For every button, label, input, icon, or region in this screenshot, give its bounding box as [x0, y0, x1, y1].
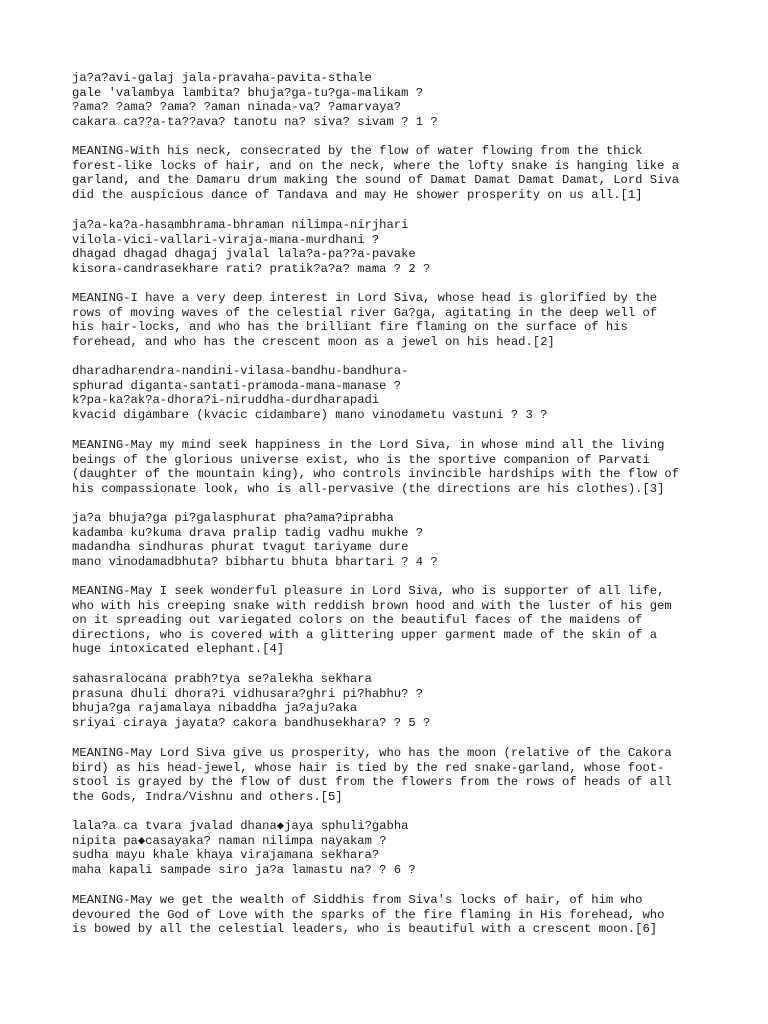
meaning-line: huge intoxicated elephant.[4] [72, 642, 285, 656]
verse-4 [72, 511, 438, 569]
meaning-line: the Gods, Indra/Vishnu and others.[5] [72, 789, 343, 804]
verse-line: kadamba ku?kuma drava pralip tadig vadhu mukhe ? [72, 525, 424, 540]
verse-line: dhagad dhagad dhagaj jvalal lala?a-pa??a-pavake [72, 247, 416, 261]
meaning-line: MEANING-I have a very deep interest in Lord Siva, whose head is glorified by the [72, 291, 658, 305]
meaning-5 [72, 746, 672, 804]
verse-line: sphurad diganta-santati-pramoda-mana-manase ? [72, 378, 402, 393]
verse-line: k?pa-ka?ak?a-dhora?i-niruddha-durdharapadi [72, 393, 380, 407]
meaning-line: forehead, and who has the crescent moon as a jewel on his head.[2] [72, 334, 555, 349]
verse-line: maha kapali sampade siro ja?a lamastu na? ? 6 ? [72, 862, 416, 877]
meaning-4 [72, 584, 672, 657]
verse-line: ja?a-ka?a-hasambhrama-bhraman nilimpa-nirjhari [72, 218, 409, 232]
verse-3 [72, 364, 547, 422]
verse-line: madandha sindhuras phurat tvagut tariyame dure [72, 540, 409, 554]
meaning-line: beings of the glorious universe exist, who is the sportive companion of Parvati [72, 452, 650, 467]
meaning-line: MEANING-May we get the wealth of Siddhis from Siva's locks of hair, of him who [72, 893, 643, 907]
verse-line: sudha mayu khale khaya virajamana sekhara? [72, 848, 380, 862]
verse-line: bhuja?ga rajamalaya nibaddha ja?aju?aka [72, 701, 358, 715]
verse-line: dharadharendra-nandini-vilasa-bandhu-bandhura- [72, 364, 409, 378]
meaning-line: forest-like locks of hair, and on the neck, where the lofty snake is hanging like a [72, 158, 680, 173]
verse-6 [72, 819, 416, 877]
meaning-line: did the auspicious dance of Tandava and may He shower prosperity on us all.[1] [72, 187, 643, 202]
meaning-line: MEANING-May my mind seek happiness in the Lord Siva, in whose mind all the living [72, 438, 665, 452]
meaning-line: rows of moving waves of the celestial river Ga?ga, agitating in the deep well of [72, 305, 658, 320]
meaning-2 [72, 291, 657, 349]
verse-line: sahasralocana prabh?tya se?alekha sekhara [72, 672, 372, 686]
meaning-line: (daughter of the mountain king), who controls invincible hardships with the flow of [72, 467, 680, 481]
verse-2 [72, 218, 430, 276]
meaning-6 [72, 893, 664, 937]
verse-line: ja?a?avi-galaj jala-pravaha-pavita-sthale [72, 71, 372, 85]
verse-line: kvacid digambare (kvacic cidambare) mano vinodametu vastuni ? 3 ? [72, 407, 548, 422]
verse-line: ja?a bhuja?ga pi?galasphurat pha?ama?iprabha [72, 511, 394, 525]
verse-1 [72, 71, 438, 129]
verse-line: kisora-candrasekhare rati? pratik?a?a? mama ? 2 ? [72, 261, 431, 276]
meaning-line: MEANING-May Lord Siva give us prosperity, who has the moon (relative of the Cakora [72, 746, 672, 760]
meaning-line: bird) as his head-jewel, whose hair is tied by the red snake-garland, whose foot- [72, 760, 665, 775]
verse-line: gale 'valambya lambita? bhuja?ga-tu?ga-malikam ? [72, 85, 424, 100]
meaning-line: who with his creeping snake with reddish brown hood and with the luster of his gem [72, 598, 672, 613]
meaning-line: stool is grayed by the flow of dust from the flowers from the rows of heads of all [72, 775, 672, 789]
verse-line: sriyai ciraya jayata? cakora bandhusekhara? ? 5 ? [72, 715, 431, 730]
meaning-line: MEANING-With his neck, consecrated by the flow of water flowing from the thick [72, 144, 643, 158]
meaning-line: his compassionate look, who is all-pervasive (the directions are his clothes).[3] [72, 481, 665, 496]
meaning-line: his hair-locks, and who has the brilliant fire flaming on the surface of his [72, 320, 628, 334]
verse-line: nipita pa◆casayaka? naman nilimpa nayakam ? [72, 833, 387, 848]
verse-line: cakara ca??a-ta??ava? tanotu na? siva? sivam ? 1 ? [72, 114, 438, 129]
verse-line: mano vinodamadbhuta? bibhartu bhuta bhartari ? 4 ? [72, 554, 438, 569]
verse-line: vilola-vici-vallari-viraja-mana-murdhani ? [72, 232, 380, 247]
verse-5 [72, 672, 430, 730]
meaning-line: garland, and the Damaru drum making the sound of Damat Damat Damat Damat, Lord Siva [72, 173, 680, 187]
meaning-line: is bowed by all the celestial leaders, who is beautiful with a crescent moon.[6] [72, 922, 658, 936]
verse-line: prasuna dhuli dhora?i vidhusara?ghri pi?habhu? ? [72, 686, 424, 701]
meaning-line: directions, who is covered with a glittering upper garment made of the skin of a [72, 627, 658, 642]
meaning-1 [72, 144, 679, 202]
verse-line: ?ama? ?ama? ?ama? ?aman ninada-va? ?amarvaya? [72, 100, 402, 114]
meaning-3 [72, 438, 679, 496]
verse-line: lala?a ca tvara jvalad dhana◆jaya sphuli?gabha [72, 819, 409, 833]
meaning-line: MEANING-May I seek wonderful pleasure in Lord Siva, who is supporter of all life, [72, 584, 665, 598]
meaning-line: on it spreading out variegated colors on the beautiful faces of the maidens of [72, 613, 643, 627]
meaning-line: devoured the God of Love with the sparks of the fire flaming in His forehead, who [72, 907, 665, 922]
